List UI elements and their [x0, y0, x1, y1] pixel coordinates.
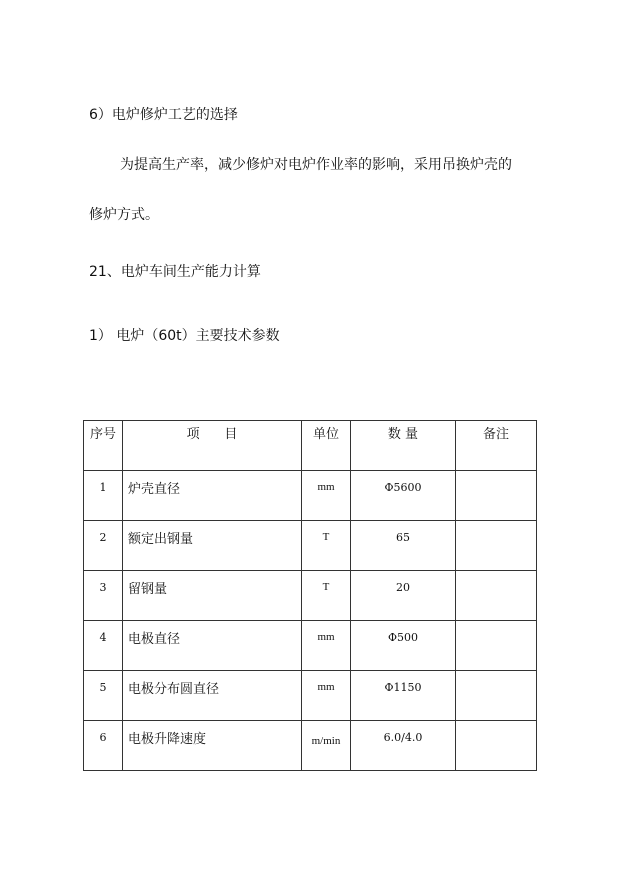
row-remarks [456, 521, 537, 571]
subsection-heading-1: 1） 电炉（60t）主要技术参数 [89, 328, 280, 344]
row-quantity: 20 [351, 571, 456, 621]
row-index: 1 [84, 471, 123, 521]
technical-parameters-table [83, 420, 537, 771]
row-item: 额定出钢量 [123, 521, 302, 571]
row-quantity: 6.0/4.0 [351, 721, 456, 771]
row-unit: mm [302, 621, 351, 671]
row-remarks [456, 621, 537, 671]
header-quantity: 数 量 [351, 421, 456, 471]
body-paragraph-line-2: 修炉方式。 [89, 207, 159, 223]
table-header-row [84, 421, 537, 471]
row-remarks [456, 471, 537, 521]
row-remarks [456, 721, 537, 771]
row-quantity: Φ500 [351, 621, 456, 671]
table-row [84, 471, 537, 521]
row-item: 留钢量 [123, 571, 302, 621]
row-quantity: Φ1150 [351, 671, 456, 721]
row-item: 电极分布圆直径 [123, 671, 302, 721]
row-index: 4 [84, 621, 123, 671]
row-unit: mm [302, 471, 351, 521]
row-index: 3 [84, 571, 123, 621]
row-index: 2 [84, 521, 123, 571]
row-unit: m/min [302, 721, 351, 771]
row-item: 炉壳直径 [123, 471, 302, 521]
table-row [84, 571, 537, 621]
header-unit: 单位 [302, 421, 351, 471]
row-item: 电极直径 [123, 621, 302, 671]
row-index: 5 [84, 671, 123, 721]
body-paragraph-line-1: 为提高生产率，减少修炉对电炉作业率的影响，采用吊换炉壳的 [120, 157, 512, 173]
table-row [84, 721, 537, 771]
section-heading-6: 6）电炉修炉工艺的选择 [89, 107, 238, 123]
row-unit: T [302, 521, 351, 571]
header-item: 项 目 [123, 421, 302, 471]
row-unit: T [302, 571, 351, 621]
row-item: 电极升降速度 [123, 721, 302, 771]
header-index: 序号 [84, 421, 123, 471]
row-remarks [456, 571, 537, 621]
table-row [84, 521, 537, 571]
row-index: 6 [84, 721, 123, 771]
header-remarks: 备注 [456, 421, 537, 471]
row-remarks [456, 671, 537, 721]
table-row [84, 621, 537, 671]
row-unit: mm [302, 671, 351, 721]
section-heading-21: 21、电炉车间生产能力计算 [89, 264, 261, 280]
row-quantity: Φ5600 [351, 471, 456, 521]
table-row [84, 671, 537, 721]
row-quantity: 65 [351, 521, 456, 571]
